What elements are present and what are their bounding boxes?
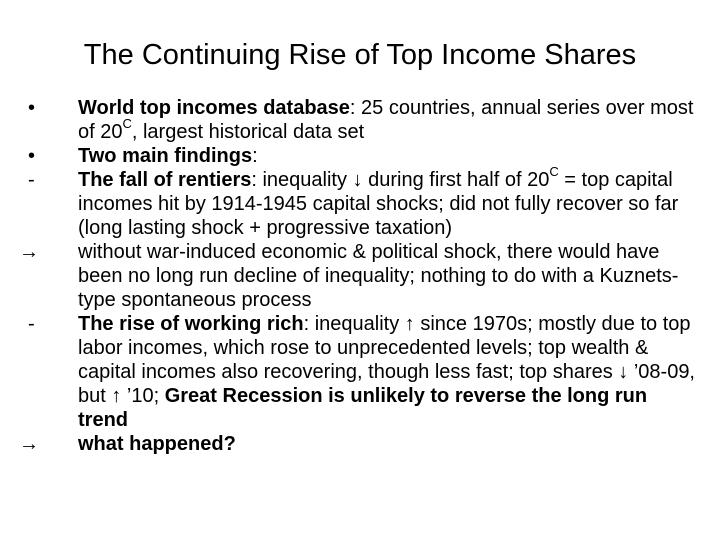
bold-text: World top incomes database — [78, 97, 350, 119]
bold-text: The rise of working rich — [78, 313, 304, 335]
body-text: : — [252, 145, 258, 167]
arrow-marker: → — [19, 241, 39, 263]
superscript-text: C — [549, 164, 559, 180]
bullet-marker: • — [28, 97, 36, 119]
body-text: = top capital incomes hit by 1914-1945 capital shocks; did not fully recover so far (long lasting shock + progressive taxation) — [78, 169, 679, 239]
superscript-text: C — [122, 116, 132, 132]
bullet-item — [0, 144, 698, 168]
arrow-marker: → — [19, 433, 39, 455]
body-text: , largest historical data set — [131, 121, 365, 143]
bold-text: The fall of rentiers — [78, 169, 252, 191]
body-text: : inequality ↓ during first half of 20 — [251, 169, 550, 191]
bullet-item — [0, 312, 698, 432]
bullet-marker: • — [28, 145, 36, 167]
slide-title: The Continuing Rise of Top Income Shares — [83, 39, 637, 71]
bold-text: Two main findings — [78, 145, 253, 167]
bullet-item — [0, 432, 698, 456]
slide-body — [0, 96, 720, 456]
bullet-item — [0, 240, 698, 312]
body-text: without war-induced economic & political shock, there would have been no long run decline of inequality; nothing to do with a Kuznets-type spontaneous process — [78, 241, 679, 311]
body-text: : 25 countries, annual series over most of 20 — [78, 97, 694, 143]
bold-text: what happened? — [78, 433, 236, 455]
bold-text: Great Recession is unlikely to reverse the long run trend — [78, 385, 648, 431]
bullet-item — [0, 164, 698, 240]
dash-marker: - — [28, 313, 35, 335]
dash-marker: - — [28, 169, 35, 191]
bullet-item — [0, 96, 698, 144]
body-text: : inequality ↑ since 1970s; mostly due to top labor incomes, which rose to unprecedented levels; top wealth & capital incomes also recovering, though less fast; top shares ↓ ’08-09, but ↑ ’10; — [78, 313, 695, 407]
